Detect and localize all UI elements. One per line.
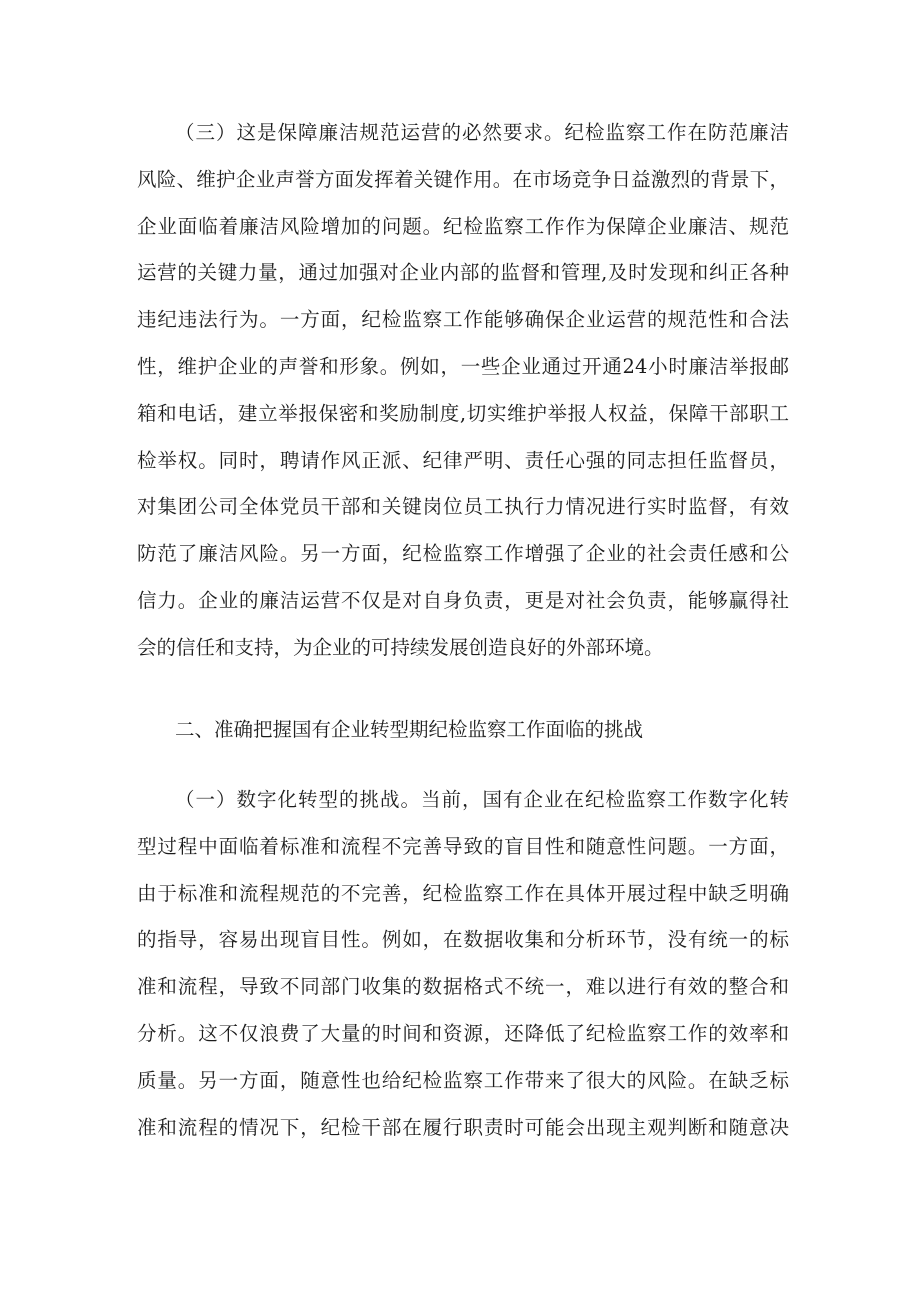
paragraph-line: 会的信任和支持，为企业的可持续发展创造良好的外部环境。 [137,635,664,659]
paragraph-section-3 [137,110,789,672]
paragraph-line: 由于标准和流程规范的不完善，纪检监察工作在具体开展过程中缺乏明确 [137,881,789,905]
paragraph-line: 型过程中面临着标准和流程不完善导致的盲目性和随意性问题。一方面， [137,834,789,858]
paragraph-line: （三）这是保障廉洁规范运营的必然要求。纪检监察工作在防范廉洁 [175,121,789,144]
paragraph-line: 对集团公司全体党员干部和关键岗位员工执行力情况进行实时监督，有效 [137,495,789,519]
paragraph-line: 防范了廉洁风险。另一方面，纪检监察工作增强了企业的社会责任感和公 [137,542,789,566]
paragraph-line: 分析。这不仅浪费了大量的时间和资源，还降低了纪检监察工作的效率和 [137,1021,789,1045]
paragraph-line: 运营的关键力量，通过加强对企业内部的监督和管理,及时发现和纠正各种 [137,261,789,285]
paragraph-line: （一）数字化转型的挑战。当前，国有企业在纪检监察工作数字化转 [175,788,789,811]
paragraph-line: 违纪违法行为。一方面，纪检监察工作能够确保企业运营的规范性和合法 [137,308,789,332]
paragraph-line: 箱和电话，建立举报保密和奖励制度,切实维护举报人权益，保障干部职工 [137,401,789,425]
paragraph-line: 的指导，容易出现盲目性。例如，在数据收集和分析环节，没有统一的标 [137,928,789,952]
section-heading [137,707,789,754]
paragraph-line: 性，维护企业的声誉和形象。例如，一些企业通过开通24小时廉洁举报邮 [137,354,789,378]
paragraph-subsection-1 [137,777,789,1151]
paragraph-line: 信力。企业的廉洁运营不仅是对自身负责，更是对社会负责，能够赢得社 [137,588,789,612]
paragraph-line: 准和流程的情况下，纪检干部在履行职责时可能会出现主观判断和随意决 [137,1115,789,1139]
paragraph-line: 风险、维护企业声誉方面发挥着关键作用。在市场竞争日益激烈的背景下， [137,167,789,191]
paragraph-line: 检举权。同时，聘请作风正派、纪律严明、责任心强的同志担任监督员， [137,448,789,472]
paragraph-line: 质量。另一方面，随意性也给纪检监察工作带来了很大的风险。在缺乏标 [137,1068,789,1092]
paragraph-line: 准和流程，导致不同部门收集的数据格式不统一，难以进行有效的整合和 [137,975,789,999]
paragraph-line: 企业面临着廉洁风险增加的问题。纪检监察工作作为保障企业廉洁、规范 [137,214,789,238]
section-heading-text: 二、准确把握国有企业转型期纪检监察工作面临的挑战 [175,718,644,741]
